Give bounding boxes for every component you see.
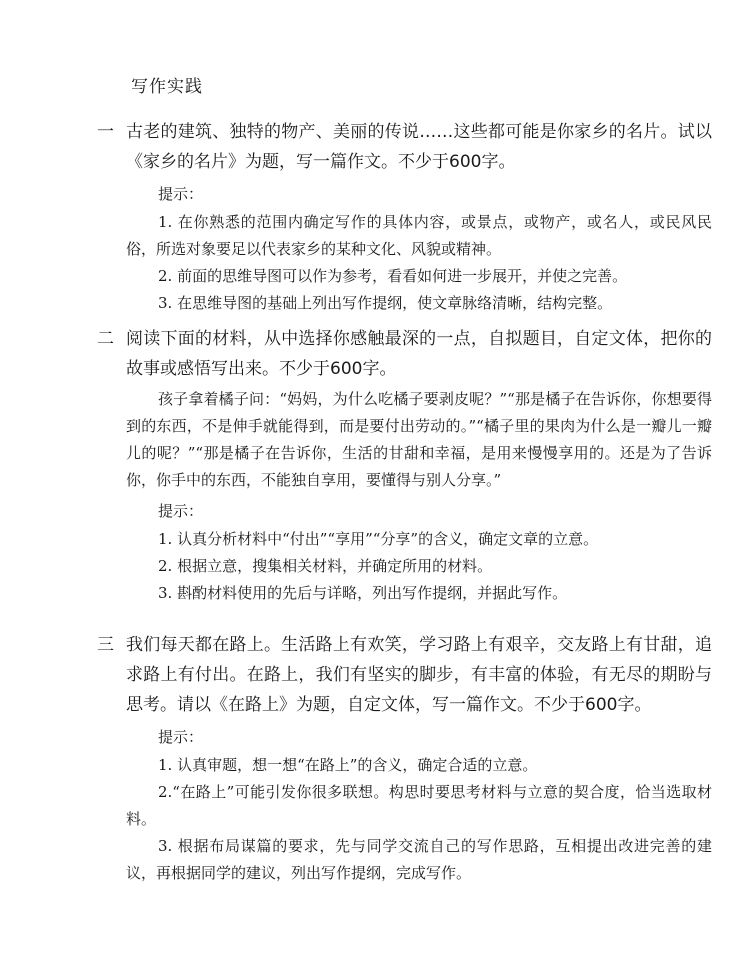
exercise-number: 三 [97,635,114,655]
tips-heading: 提示： [158,502,204,520]
page-title: 写作实践 [131,77,203,97]
tip-item: 3. 根据布局谋篇的要求，先与同学交流自己的写作思路，互相提出改进完善的建议，再根据同学的建议，列出写作提纲，完成写作。 [126,837,712,882]
tips-heading: 提示： [158,728,204,746]
reading-material: 孩子拿着橘子问：“妈妈，为什么吃橘子要剥皮呢？”“那是橘子在告诉你，你想要得到的东西，不是伸手就能得到，而是要付出劳动的。”“橘子里的果肉为什么是一瓣儿一瓣儿的呢？”“那是橘子在告诉你，生活的甘甜和幸福，是用来慢慢享用的。还是为了告诉你，你手中的东西，不能独自享用，要懂得与别人分享。” [126,390,712,489]
exercise-prompt: 阅读下面的材料，从中选择你感触最深的一点，自拟题目，自定文体，把你的故事或感悟写出来。不少于600字。 [126,329,712,379]
tip-item: 1. 认真分析材料中“付出”“享用”“分享”的含义，确定文章的立意。 [158,530,599,548]
tip-item: 3. 斟酌材料使用的先后与详略，列出写作提纲，并据此写作。 [158,584,568,602]
exercise-section-1 [0,117,742,317]
exercise-number: 二 [97,329,114,349]
tip-item: 2.“在路上”可能引发你很多联想。构思时要思考材料与立意的契合度，恰当选取材料。 [126,783,712,828]
exercise-prompt: 古老的建筑、独特的物产、美丽的传说……这些都可能是你家乡的名片。试以《家乡的名片》为题，写一篇作文。不少于600字。 [126,122,712,172]
tip-item: 2. 根据立意，搜集相关材料，并确定所用的材料。 [158,557,493,575]
tip-item: 1. 在你熟悉的范围内确定写作的具体内容，或景点，或物产，或名人，或民风民俗，所选对象要足以代表家乡的某种文化、风貌或精神。 [126,213,712,258]
tip-item: 1. 认真审题，想一想“在路上”的含义，确定合适的立意。 [158,756,538,774]
tip-item: 3. 在思维导图的基础上列出写作提纲，使文章脉络清晰，结构完整。 [158,294,613,312]
exercise-section-3 [0,630,742,887]
exercise-section-2 [0,324,742,607]
exercise-prompt: 我们每天都在路上。生活路上有欢笑，学习路上有艰辛，交友路上有甘甜，追求路上有付出。在路上，我们有坚实的脚步，有丰富的体验，有无尽的期盼与思考。请以《在路上》为题，自定文体，写一篇作文。不少于600字。 [126,635,712,715]
tips-heading: 提示： [158,185,204,203]
exercise-number: 一 [97,122,114,142]
tip-item: 2. 前面的思维导图可以作为参考，看看如何进一步展开，并使之完善。 [158,267,628,285]
